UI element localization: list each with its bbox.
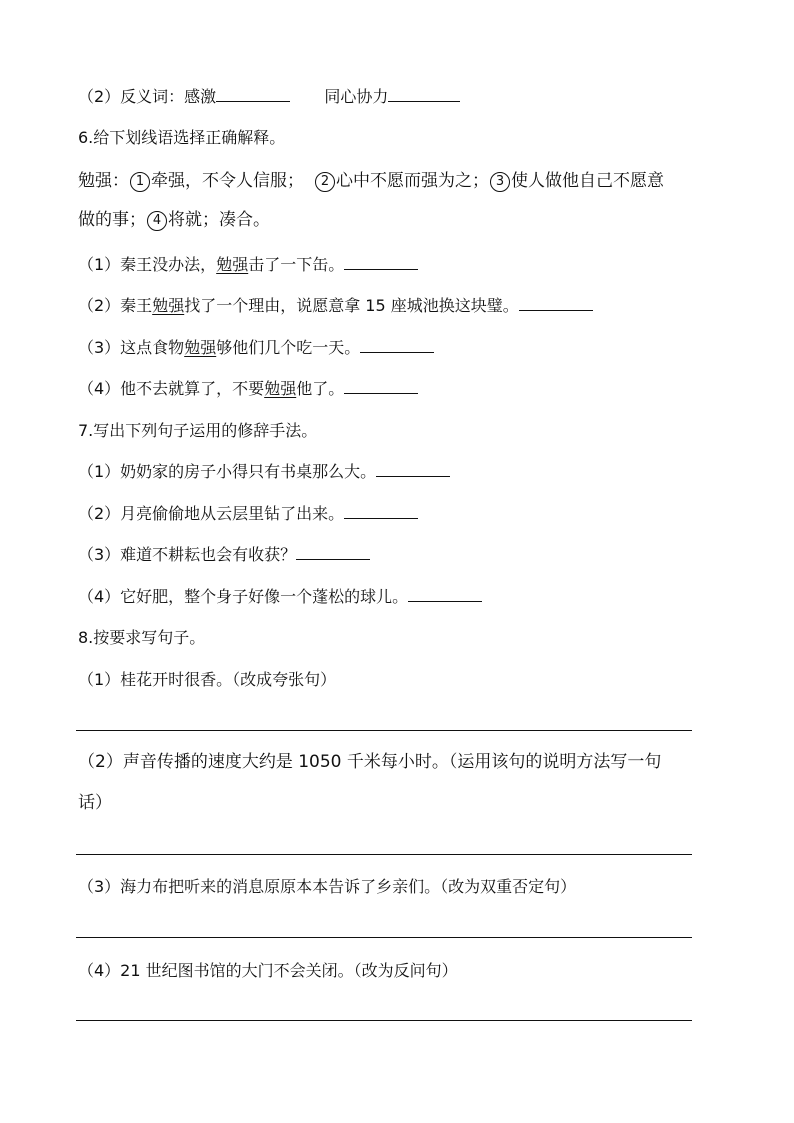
item-text: （1）秦王没办法， xyxy=(78,255,217,274)
underlined-word: 勉强 xyxy=(216,255,249,274)
q5-item-2 xyxy=(78,86,460,108)
q5-item-2-word2: 同心协力 xyxy=(324,87,389,106)
q7-item-1 xyxy=(78,461,450,483)
answer-blank[interactable] xyxy=(376,462,450,477)
answer-blank[interactable] xyxy=(360,338,434,353)
q7-item-2 xyxy=(78,503,418,525)
q8-item-3: （3）海力布把听来的消息原原本本告诉了乡亲们。（改为双重否定句） xyxy=(78,877,577,896)
def-word: 勉强： xyxy=(78,171,129,191)
item-text: 够他们几个吃一天。 xyxy=(216,338,361,357)
circled-number-1: 1 xyxy=(130,172,150,192)
q8-item-1: （1）桂花开时很香。（改成夸张句） xyxy=(78,670,337,689)
def-3-cont: 做的事； xyxy=(78,210,146,230)
def-4: 将就；凑合。 xyxy=(168,210,270,230)
q5-item-2-text: （2）反义词：感激 xyxy=(78,87,217,106)
item-text: （2）月亮偷偷地从云层里钻了出来。 xyxy=(78,504,345,523)
answer-line[interactable] xyxy=(76,1020,692,1021)
item-text: （1）奶奶家的房子小得只有书桌那么大。 xyxy=(78,462,377,481)
q8-title: 8.按要求写句子。 xyxy=(78,628,206,647)
q7-item-3 xyxy=(78,544,370,566)
q6-definitions-cont xyxy=(78,209,270,231)
underlined-word: 勉强 xyxy=(264,379,297,398)
q7-item-4 xyxy=(78,586,482,608)
circled-number-2: 2 xyxy=(315,172,335,192)
item-text: （2）秦王 xyxy=(78,296,153,315)
underlined-word: 勉强 xyxy=(184,338,217,357)
item-text: 找了一个理由，说愿意拿 15 座城池换这块璧。 xyxy=(184,296,519,315)
def-2: 心中不愿而强为之； xyxy=(336,171,489,191)
def-1: 牵强，不令人信服； xyxy=(151,171,304,191)
q8-item-4: （4）21 世纪图书馆的大门不会关闭。（改为反问句） xyxy=(78,961,458,980)
answer-line[interactable] xyxy=(76,937,692,938)
q6-title: 6.给下划线语选择正确解释。 xyxy=(78,128,286,147)
q6-item-1 xyxy=(78,254,418,276)
underlined-word: 勉强 xyxy=(152,296,185,315)
item-text: （3）难道不耕耘也会有收获？ xyxy=(78,545,297,564)
circled-number-3: 3 xyxy=(490,172,510,192)
q8-item-2-cont: 话） xyxy=(78,793,112,813)
q6-item-4 xyxy=(78,378,418,400)
def-3: 使人做他自己不愿意 xyxy=(511,171,664,191)
answer-blank[interactable] xyxy=(519,296,593,311)
answer-blank[interactable] xyxy=(216,87,290,102)
item-text: （4）它好肥，整个身子好像一个蓬松的球儿。 xyxy=(78,587,409,606)
answer-blank[interactable] xyxy=(408,587,482,602)
item-text: 击了一下缶。 xyxy=(248,255,345,274)
circled-number-4: 4 xyxy=(147,211,167,231)
answer-line[interactable] xyxy=(76,730,692,731)
q6-item-2 xyxy=(78,295,593,317)
answer-blank[interactable] xyxy=(344,504,418,519)
q7-title: 7.写出下列句子运用的修辞手法。 xyxy=(78,421,318,440)
item-text: 他了。 xyxy=(296,379,345,398)
answer-blank[interactable] xyxy=(344,379,418,394)
item-text: （4）他不去就算了，不要 xyxy=(78,379,265,398)
item-text: （3）这点食物 xyxy=(78,338,185,357)
q8-item-2: （2）声音传播的速度大约是 1050 千米每小时。（运用该句的说明方法写一句 xyxy=(78,752,662,772)
answer-blank[interactable] xyxy=(344,255,418,270)
answer-blank[interactable] xyxy=(296,545,370,560)
answer-line[interactable] xyxy=(76,854,692,855)
q6-item-3 xyxy=(78,337,434,359)
answer-blank[interactable] xyxy=(388,87,460,102)
q6-definitions xyxy=(78,170,664,192)
